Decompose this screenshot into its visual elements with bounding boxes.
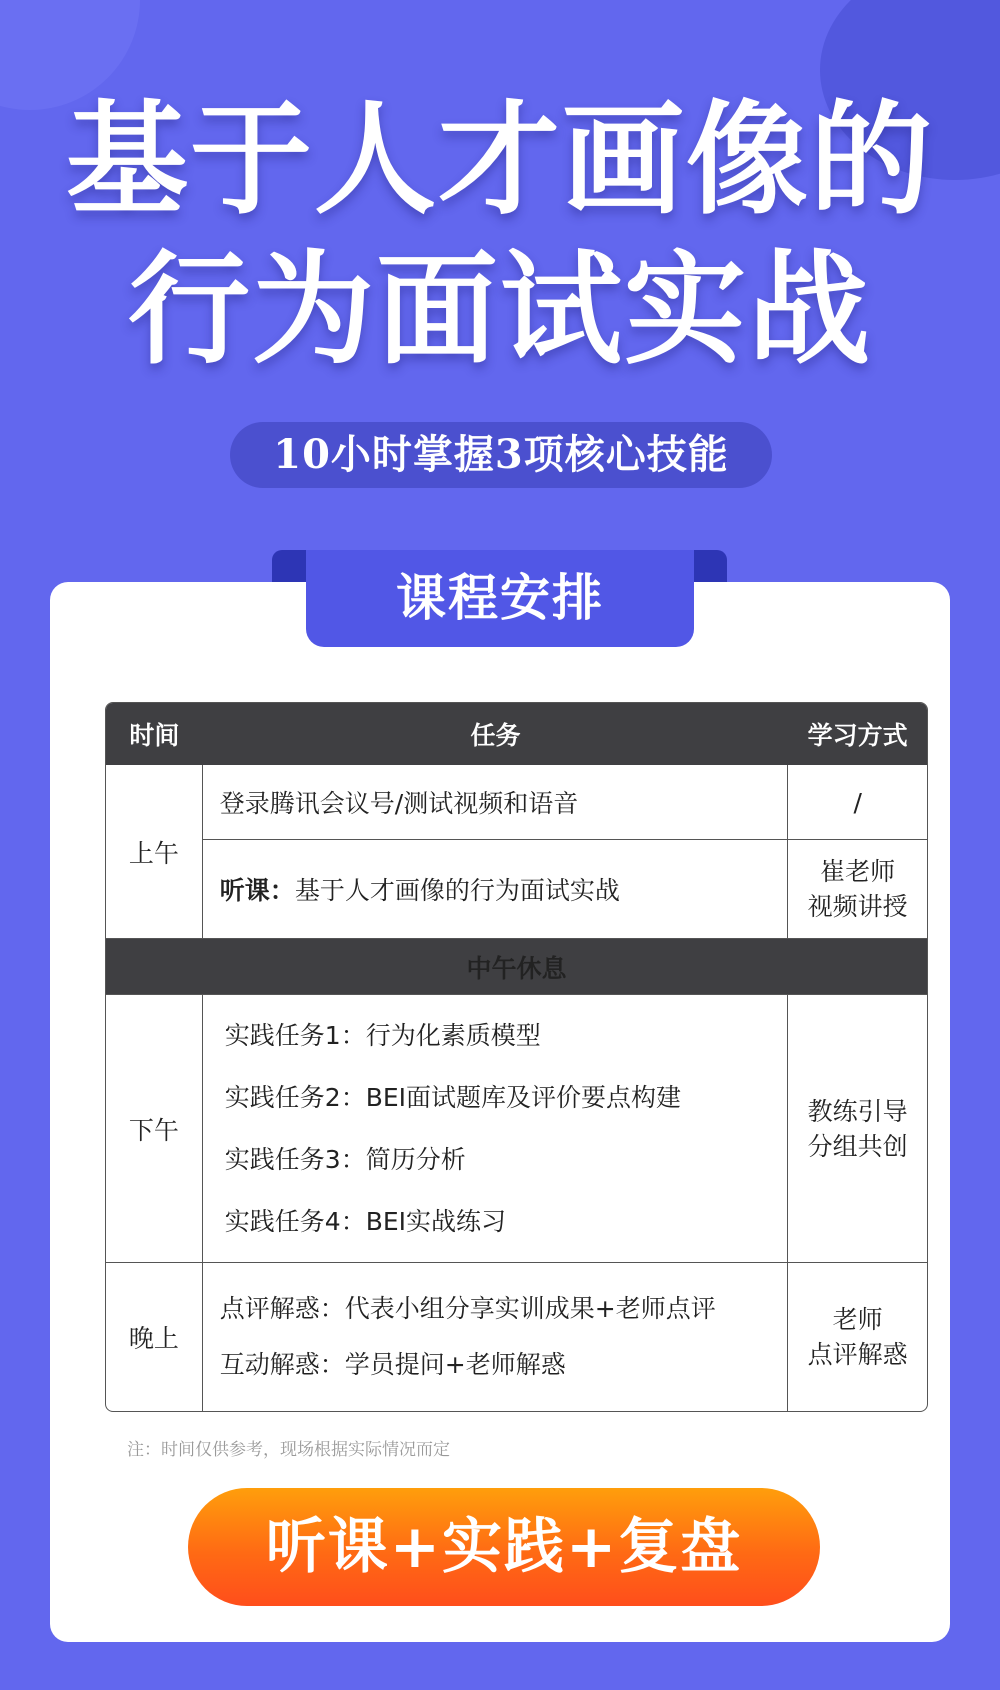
- mode-line: 老师: [832, 1305, 883, 1334]
- cta-button[interactable]: 听课+实践+复盘: [188, 1488, 820, 1606]
- schedule-table: [105, 702, 928, 1412]
- header-mode: 学习方式: [788, 703, 927, 765]
- table-row: [106, 995, 927, 1263]
- list-item: 点评解惑：代表小组分享实训成果+老师点评: [219, 1294, 716, 1323]
- mode-afternoon: [788, 995, 927, 1263]
- task-morning-2: [203, 840, 789, 939]
- table-row: [106, 1263, 927, 1411]
- task-afternoon: [203, 995, 789, 1263]
- lunch-label: 中午休息: [106, 939, 927, 995]
- slot-afternoon: 下午: [106, 995, 203, 1263]
- slot-morning: 上午: [106, 765, 203, 939]
- task-prefix: 听课：: [219, 876, 295, 905]
- mode-line: 点评解惑: [807, 1340, 908, 1369]
- header-task: 任务: [203, 703, 789, 765]
- mode-line: 分组共创: [807, 1131, 908, 1161]
- list-item: 实践任务3：简历分析: [224, 1144, 466, 1174]
- list-item: 互动解惑：学员提问+老师解惑: [219, 1350, 566, 1379]
- slot-evening: 晚上: [106, 1263, 203, 1411]
- main-title-line2: 行为面试实战: [128, 239, 872, 381]
- table-row: [106, 765, 927, 840]
- footnote: 注：时间仅供参考，现场根据实际情况而定: [127, 1440, 450, 1460]
- mode-line: 教练引导: [807, 1096, 908, 1126]
- mode-evening: [788, 1263, 927, 1411]
- list-item: 实践任务2：BEI面试题库及评价要点构建: [224, 1082, 682, 1112]
- table-header-row: [106, 703, 927, 765]
- task-text: 基于人才画像的行为面试实战: [294, 876, 620, 905]
- mode-morning-2: [788, 840, 927, 939]
- table-row: [106, 840, 927, 939]
- main-title-line1: 基于人才画像的: [66, 89, 934, 231]
- header-time: 时间: [106, 703, 203, 765]
- mode-line: 崔老师: [820, 857, 896, 886]
- mode-line: 视频讲授: [807, 892, 908, 921]
- list-item: 实践任务1：行为化素质模型: [224, 1020, 541, 1050]
- section-title-tab: 课程安排: [306, 550, 694, 647]
- mode-morning-1: /: [788, 765, 927, 840]
- list-item: 实践任务4：BEI实战练习: [224, 1206, 507, 1236]
- task-morning-1: 登录腾讯会议号/测试视频和语音: [203, 765, 789, 840]
- lunch-row: [106, 939, 927, 995]
- subtitle-badge: 10小时掌握3项核心技能: [230, 422, 772, 488]
- task-evening: [203, 1263, 789, 1411]
